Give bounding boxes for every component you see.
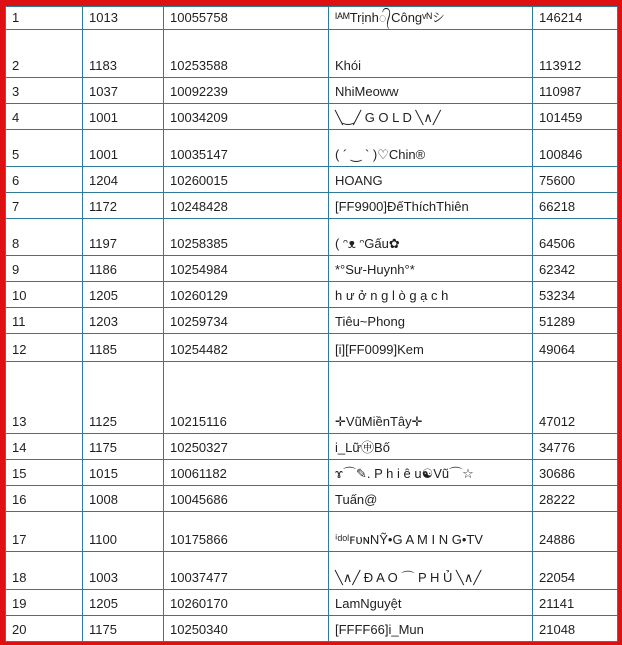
value-cell: 1175 (83, 616, 164, 642)
table-row (6, 486, 618, 512)
table-row (6, 30, 618, 78)
table-row (6, 362, 618, 434)
table-row (6, 193, 618, 219)
score-cell: 75600 (533, 167, 618, 193)
player-id-cell: 10248428 (164, 193, 329, 219)
player-id-cell: 10037477 (164, 552, 329, 590)
player-id-cell: 10260129 (164, 282, 329, 308)
rank-cell: 18 (6, 552, 83, 590)
score-cell: 113912 (533, 30, 618, 78)
score-cell: 101459 (533, 104, 618, 130)
player-name-cell: ᴵᴬᴹTrịnh᭄Côngᵛᴺシ (329, 7, 533, 30)
table-row (6, 434, 618, 460)
player-name-cell: ╲‿╱ G O L D ╲∧╱ (329, 104, 533, 130)
value-cell: 1037 (83, 78, 164, 104)
table-row (6, 590, 618, 616)
value-cell: 1204 (83, 167, 164, 193)
player-name-cell: LamNguyệt (329, 590, 533, 616)
score-cell: 49064 (533, 334, 618, 362)
player-id-cell: 10259734 (164, 308, 329, 334)
player-name-cell: Khói (329, 30, 533, 78)
player-name-cell: [FFFF66]i_Mun (329, 616, 533, 642)
score-cell: 100846 (533, 130, 618, 167)
rank-cell: 6 (6, 167, 83, 193)
leaderboard-table (5, 6, 618, 642)
player-name-cell: ( ´ ‿ ` )♡Chin® (329, 130, 533, 167)
score-cell: 66218 (533, 193, 618, 219)
score-cell: 47012 (533, 362, 618, 434)
rank-cell: 17 (6, 512, 83, 552)
player-name-cell: [i][FF0099]Kem (329, 334, 533, 362)
value-cell: 1015 (83, 460, 164, 486)
player-id-cell: 10254482 (164, 334, 329, 362)
player-name-cell: Tuấn@ (329, 486, 533, 512)
value-cell: 1125 (83, 362, 164, 434)
rank-cell: 8 (6, 219, 83, 256)
table-row (6, 282, 618, 308)
score-cell: 24886 (533, 512, 618, 552)
score-cell: 53234 (533, 282, 618, 308)
rank-cell: 4 (6, 104, 83, 130)
value-cell: 1186 (83, 256, 164, 282)
rank-cell: 5 (6, 130, 83, 167)
table-row (6, 308, 618, 334)
score-cell: 28222 (533, 486, 618, 512)
rank-cell: 2 (6, 30, 83, 78)
value-cell: 1001 (83, 130, 164, 167)
table-row (6, 104, 618, 130)
value-cell: 1175 (83, 434, 164, 460)
player-name-cell: ( ᵔᴥ ᵔGấu✿ (329, 219, 533, 256)
rank-cell: 3 (6, 78, 83, 104)
score-cell: 21141 (533, 590, 618, 616)
player-id-cell: 10260170 (164, 590, 329, 616)
player-id-cell: 10035147 (164, 130, 329, 167)
player-id-cell: 10260015 (164, 167, 329, 193)
table-row (6, 512, 618, 552)
rank-cell: 13 (6, 362, 83, 434)
player-id-cell: 10055758 (164, 7, 329, 30)
value-cell: 1003 (83, 552, 164, 590)
rank-cell: 15 (6, 460, 83, 486)
value-cell: 1100 (83, 512, 164, 552)
player-id-cell: 10034209 (164, 104, 329, 130)
player-id-cell: 10215116 (164, 362, 329, 434)
player-name-cell: [FF9900]ĐếThíchThiên (329, 193, 533, 219)
player-name-cell: ✛VũMiềnTây✛ (329, 362, 533, 434)
table-row (6, 130, 618, 167)
value-cell: 1001 (83, 104, 164, 130)
player-name-cell: ⁱᵈᵒˡꜰᴜɴNỸ•G A M I N G•TV (329, 512, 533, 552)
rank-cell: 1 (6, 7, 83, 30)
table-row (6, 78, 618, 104)
rank-cell: 11 (6, 308, 83, 334)
table-row (6, 256, 618, 282)
table-row (6, 616, 618, 642)
player-id-cell: 10175866 (164, 512, 329, 552)
player-id-cell: 10254984 (164, 256, 329, 282)
score-cell: 146214 (533, 7, 618, 30)
value-cell: 1185 (83, 334, 164, 362)
player-name-cell: *°Sư-Huynh°* (329, 256, 533, 282)
score-cell: 110987 (533, 78, 618, 104)
player-id-cell: 10250340 (164, 616, 329, 642)
value-cell: 1172 (83, 193, 164, 219)
player-name-cell: ╲∧╱ Đ A O ⌒ P H Ủ ╲∧╱ (329, 552, 533, 590)
rank-cell: 14 (6, 434, 83, 460)
value-cell: 1008 (83, 486, 164, 512)
table-row (6, 219, 618, 256)
score-cell: 22054 (533, 552, 618, 590)
score-cell: 34776 (533, 434, 618, 460)
player-name-cell: h ư ở n g l ò g ạ c h (329, 282, 533, 308)
score-cell: 64506 (533, 219, 618, 256)
score-cell: 62342 (533, 256, 618, 282)
score-cell: 30686 (533, 460, 618, 486)
rank-cell: 12 (6, 334, 83, 362)
player-name-cell: HOANG (329, 167, 533, 193)
table-row (6, 167, 618, 193)
score-cell: 21048 (533, 616, 618, 642)
leaderboard-body (6, 7, 618, 642)
rank-cell: 19 (6, 590, 83, 616)
table-row (6, 460, 618, 486)
value-cell: 1183 (83, 30, 164, 78)
score-cell: 51289 (533, 308, 618, 334)
rank-cell: 7 (6, 193, 83, 219)
table-row (6, 552, 618, 590)
value-cell: 1013 (83, 7, 164, 30)
rank-cell: 10 (6, 282, 83, 308)
player-id-cell: 10250327 (164, 434, 329, 460)
player-id-cell: 10061182 (164, 460, 329, 486)
player-id-cell: 10253588 (164, 30, 329, 78)
rank-cell: 20 (6, 616, 83, 642)
table-row (6, 7, 618, 30)
player-id-cell: 10258385 (164, 219, 329, 256)
table-row (6, 334, 618, 362)
value-cell: 1205 (83, 282, 164, 308)
rank-cell: 16 (6, 486, 83, 512)
player-name-cell: ɤ⌒✎. P h i ê u☯Vũ⌒☆ (329, 460, 533, 486)
player-name-cell: i_Lữ㊥Bố (329, 434, 533, 460)
player-name-cell: NhiMeoww (329, 78, 533, 104)
player-id-cell: 10045686 (164, 486, 329, 512)
value-cell: 1203 (83, 308, 164, 334)
value-cell: 1205 (83, 590, 164, 616)
rank-cell: 9 (6, 256, 83, 282)
value-cell: 1197 (83, 219, 164, 256)
player-name-cell: Tiêu~Phong (329, 308, 533, 334)
player-id-cell: 10092239 (164, 78, 329, 104)
